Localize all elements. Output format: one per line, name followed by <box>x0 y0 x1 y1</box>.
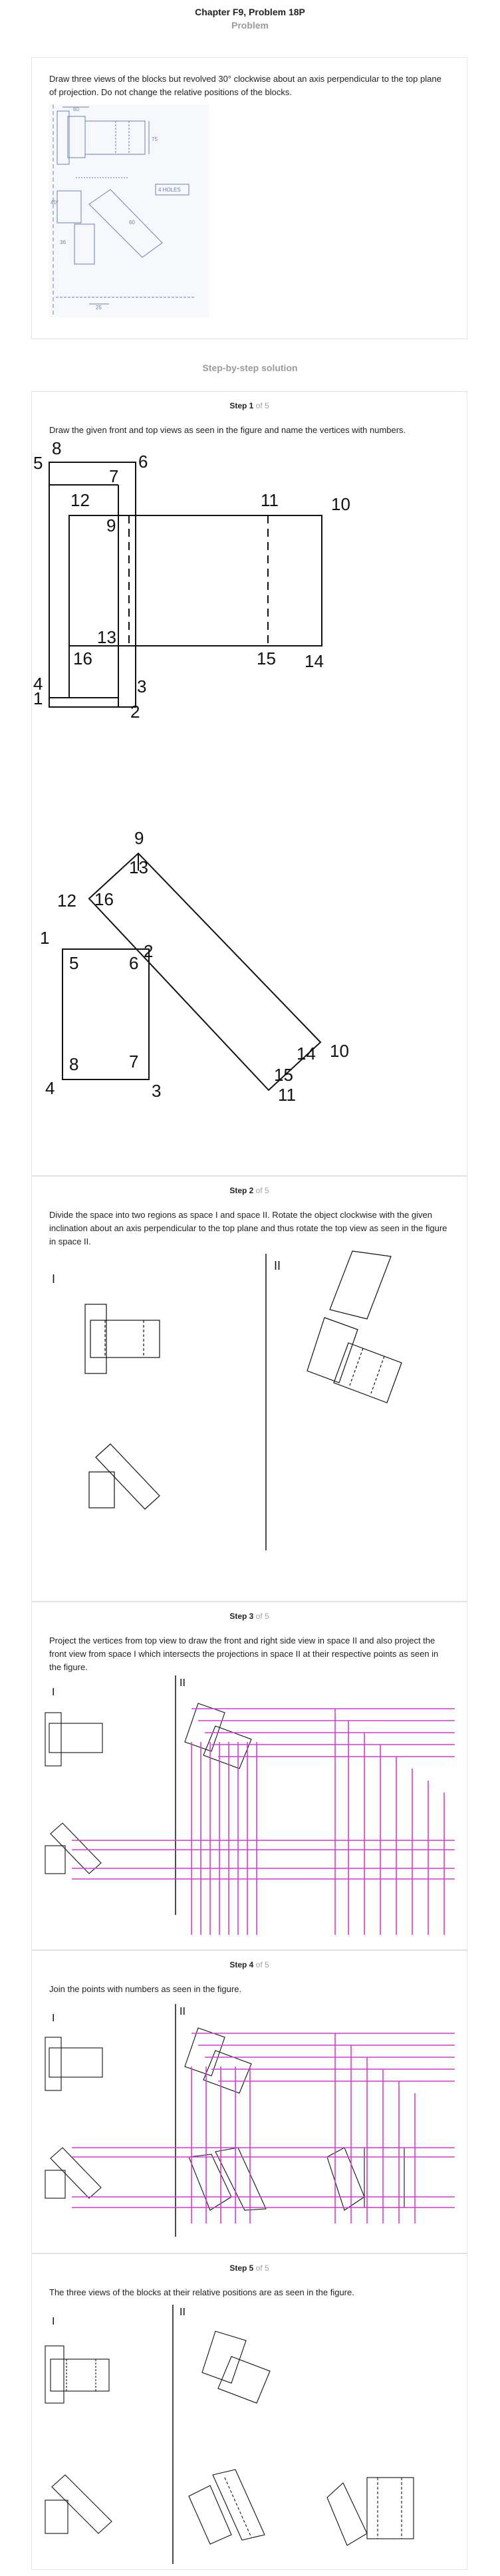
dim-box: 4 HOLES <box>158 187 181 193</box>
chapter-title: Chapter F9, Problem 18P <box>195 7 305 17</box>
s1b-label-1: 1 <box>40 928 50 948</box>
step-4-header: Step 4 of 5 <box>229 1960 269 1969</box>
step-3-text: Project the vertices from top view to draw the front and right side view in space II and also project the front view from space I which intersects the projections in space II at their respective points as seen in the figure. <box>49 1636 439 1672</box>
s1-label-6: 6 <box>138 452 148 472</box>
step-2-figure <box>32 1243 468 1602</box>
s1b-label-16: 16 <box>94 889 114 909</box>
step-5-figure <box>32 2298 468 2571</box>
s1-label-14: 14 <box>305 651 324 671</box>
s5-space-two: II <box>180 2307 186 2318</box>
s1b-label-2: 2 <box>144 941 154 961</box>
dim-width: 60 <box>129 219 135 225</box>
s1-label-7: 7 <box>109 466 119 486</box>
step-4-card <box>31 1950 467 2253</box>
step-2-text: Divide the space into two regions as space I and space II. Rotate the object clockwise with the given inclination about an axis perpendicular to the top plane and thus rotate the top view as seen in the figure in space II. <box>49 1210 447 1246</box>
step-1-text: Draw the given front and top views as seen in the figure and name the vertices with numbers. <box>49 425 406 435</box>
s1-label-11: 11 <box>261 490 279 510</box>
s1-label-9: 9 <box>106 515 116 535</box>
step-3-header: Step 3 of 5 <box>229 1612 269 1621</box>
s1-label-1: 1 <box>33 688 43 708</box>
step-5-text: The three views of the blocks at their relative positions are as seen in the figure. <box>49 2287 354 2297</box>
s1-label-5: 5 <box>33 453 43 473</box>
dim-top: 60 <box>73 106 79 112</box>
s3-space-two: II <box>180 1677 186 1689</box>
s1-label-13: 13 <box>97 627 116 647</box>
step-4-text: Join the points with numbers as seen in the figure. <box>49 1984 242 1994</box>
s1b-label-14: 14 <box>297 1044 316 1064</box>
s1b-label-12: 12 <box>57 891 76 911</box>
step-1-header: Step 1 of 5 <box>229 401 269 410</box>
s1-label-15: 15 <box>257 648 276 668</box>
problem-figure <box>49 104 209 317</box>
step-2-header: Step 2 of 5 <box>229 1186 269 1195</box>
s4-space-one: I <box>52 2013 55 2024</box>
s1b-label-6: 6 <box>129 953 139 973</box>
step-1-card <box>31 391 467 1176</box>
s3-space-one: I <box>52 1687 55 1698</box>
step-3-figure <box>32 1669 468 1948</box>
dim-bottom: 25 <box>96 305 102 311</box>
s2-space-two: II <box>274 1259 281 1272</box>
s1-label-12: 12 <box>70 490 90 510</box>
s1b-label-4: 4 <box>45 1078 55 1098</box>
dim-left: 36 <box>60 239 66 245</box>
s1-label-3: 3 <box>137 676 147 696</box>
s1-label-8: 8 <box>52 438 62 458</box>
s1-label-4: 4 <box>33 674 43 694</box>
step-4-figure <box>32 1997 468 2250</box>
s1b-label-15: 15 <box>274 1065 293 1085</box>
s1b-label-3: 3 <box>152 1081 162 1101</box>
s1b-label-8: 8 <box>69 1054 79 1074</box>
s1b-label-7: 7 <box>129 1052 139 1072</box>
step-5-card <box>31 2253 467 2570</box>
step-3-card <box>31 1602 467 1950</box>
s1-label-10: 10 <box>331 494 350 514</box>
s1b-label-9: 9 <box>134 828 144 848</box>
step-5-header: Step 5 of 5 <box>229 2263 269 2273</box>
step-2-card <box>31 1176 467 1602</box>
solution-label: Step-by-step solution <box>202 362 298 373</box>
problem-label: Problem <box>231 20 269 31</box>
s4-space-two: II <box>180 2006 186 2017</box>
step-1-figure <box>32 432 468 1163</box>
s2-space-one: I <box>52 1272 56 1286</box>
s1b-label-10: 10 <box>330 1041 349 1061</box>
problem-text: Draw three views of the blocks but revolved 30° clockwise about an axis perpendicular to the top plane of projection. Do not change the relative positions of the blocks. <box>49 74 441 97</box>
problem-card <box>31 57 467 339</box>
dim-angle: 40° <box>51 200 59 206</box>
s5-space-one: I <box>52 2316 55 2327</box>
s1-label-16: 16 <box>73 648 92 668</box>
s1b-label-5: 5 <box>69 953 79 973</box>
s1b-label-13: 13 <box>129 857 148 877</box>
s1-label-2: 2 <box>130 702 140 722</box>
s1b-label-11: 11 <box>278 1085 296 1105</box>
dim-right: 75 <box>152 136 158 142</box>
